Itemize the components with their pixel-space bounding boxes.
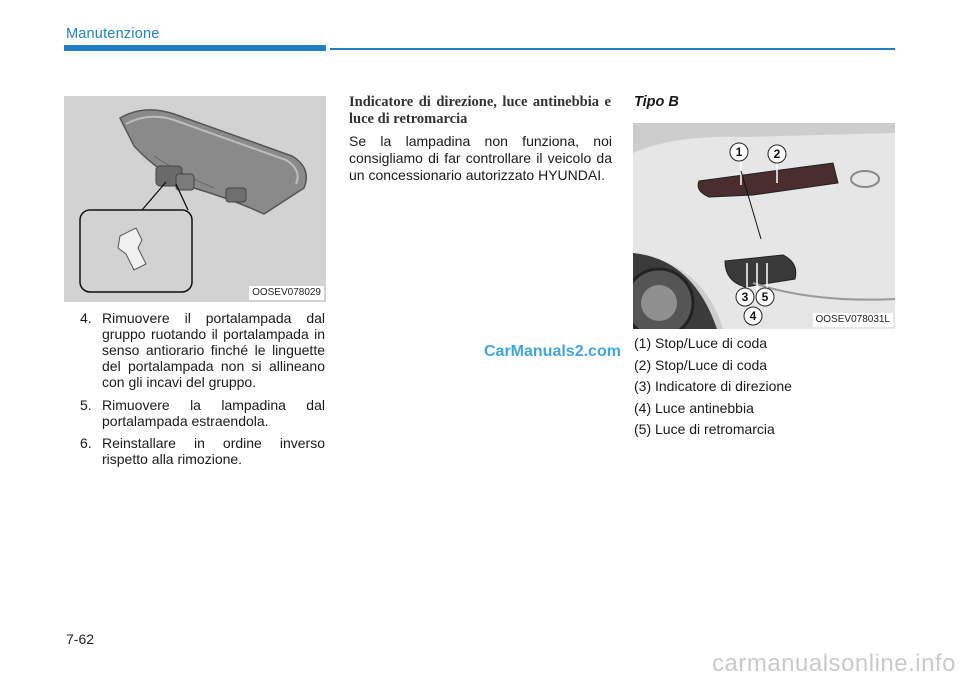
figure-caption: OOSEV078029 <box>249 286 324 300</box>
step-text: Rimuovere il portalampada dal gruppo ruotando il portalampada in senso antiorario finché le linguette del portalampada non si allineano con gli incavi del gruppo. <box>102 310 325 390</box>
legend-item: (5) Luce di retromarcia <box>634 421 775 437</box>
callout-4: 4 <box>749 309 757 323</box>
legend-list <box>634 333 874 441</box>
header-rule <box>330 48 895 50</box>
body-paragraph: Se la lampadina non funziona, noi consigliamo di far controllare il veicolo da un concessionario autorizzato HYUNDAI. <box>349 133 612 183</box>
step-item <box>80 397 325 429</box>
section-title: Manutenzione <box>66 26 160 42</box>
watermark-link[interactable]: CarManuals2.com <box>484 343 621 360</box>
callout-1: 1 <box>735 145 743 159</box>
legend-item: (4) Luce antinebbia <box>634 399 754 416</box>
footer-watermark: carmanualsonline.info <box>712 650 956 677</box>
step-item <box>80 435 325 467</box>
page-number: 7-62 <box>66 631 95 647</box>
callout-2: 2 <box>773 147 781 161</box>
header-bar <box>64 45 326 51</box>
step-text: Rimuovere la lampadina dal portalampada estraendola. <box>102 397 325 429</box>
step-number: 6. <box>80 435 92 451</box>
lamp-assembly-figure <box>64 96 326 302</box>
lamp-assembly-illustration <box>64 96 326 302</box>
callout-5: 5 <box>761 290 769 304</box>
type-label: Tipo B <box>634 94 679 110</box>
callout-3: 3 <box>741 290 749 304</box>
legend-item: (1) Stop/Luce di coda <box>634 335 768 351</box>
step-text: Reinstallare in ordine inverso rispetto alla rimozione. <box>102 435 325 467</box>
step-number: 4. <box>80 310 92 326</box>
legend-item: (2) Stop/Luce di coda <box>634 356 768 373</box>
vehicle-rear-illustration <box>633 123 895 329</box>
step-item <box>80 310 325 390</box>
rear-lamps-figure <box>633 123 895 329</box>
figure-caption: OOSEV078031L <box>813 313 894 327</box>
legend-item: (3) Indicatore di direzione <box>634 378 792 394</box>
subsection-heading: Indicatore di direzione, luce antinebbia e luce di retromarcia <box>349 94 611 127</box>
step-number: 5. <box>80 397 92 413</box>
